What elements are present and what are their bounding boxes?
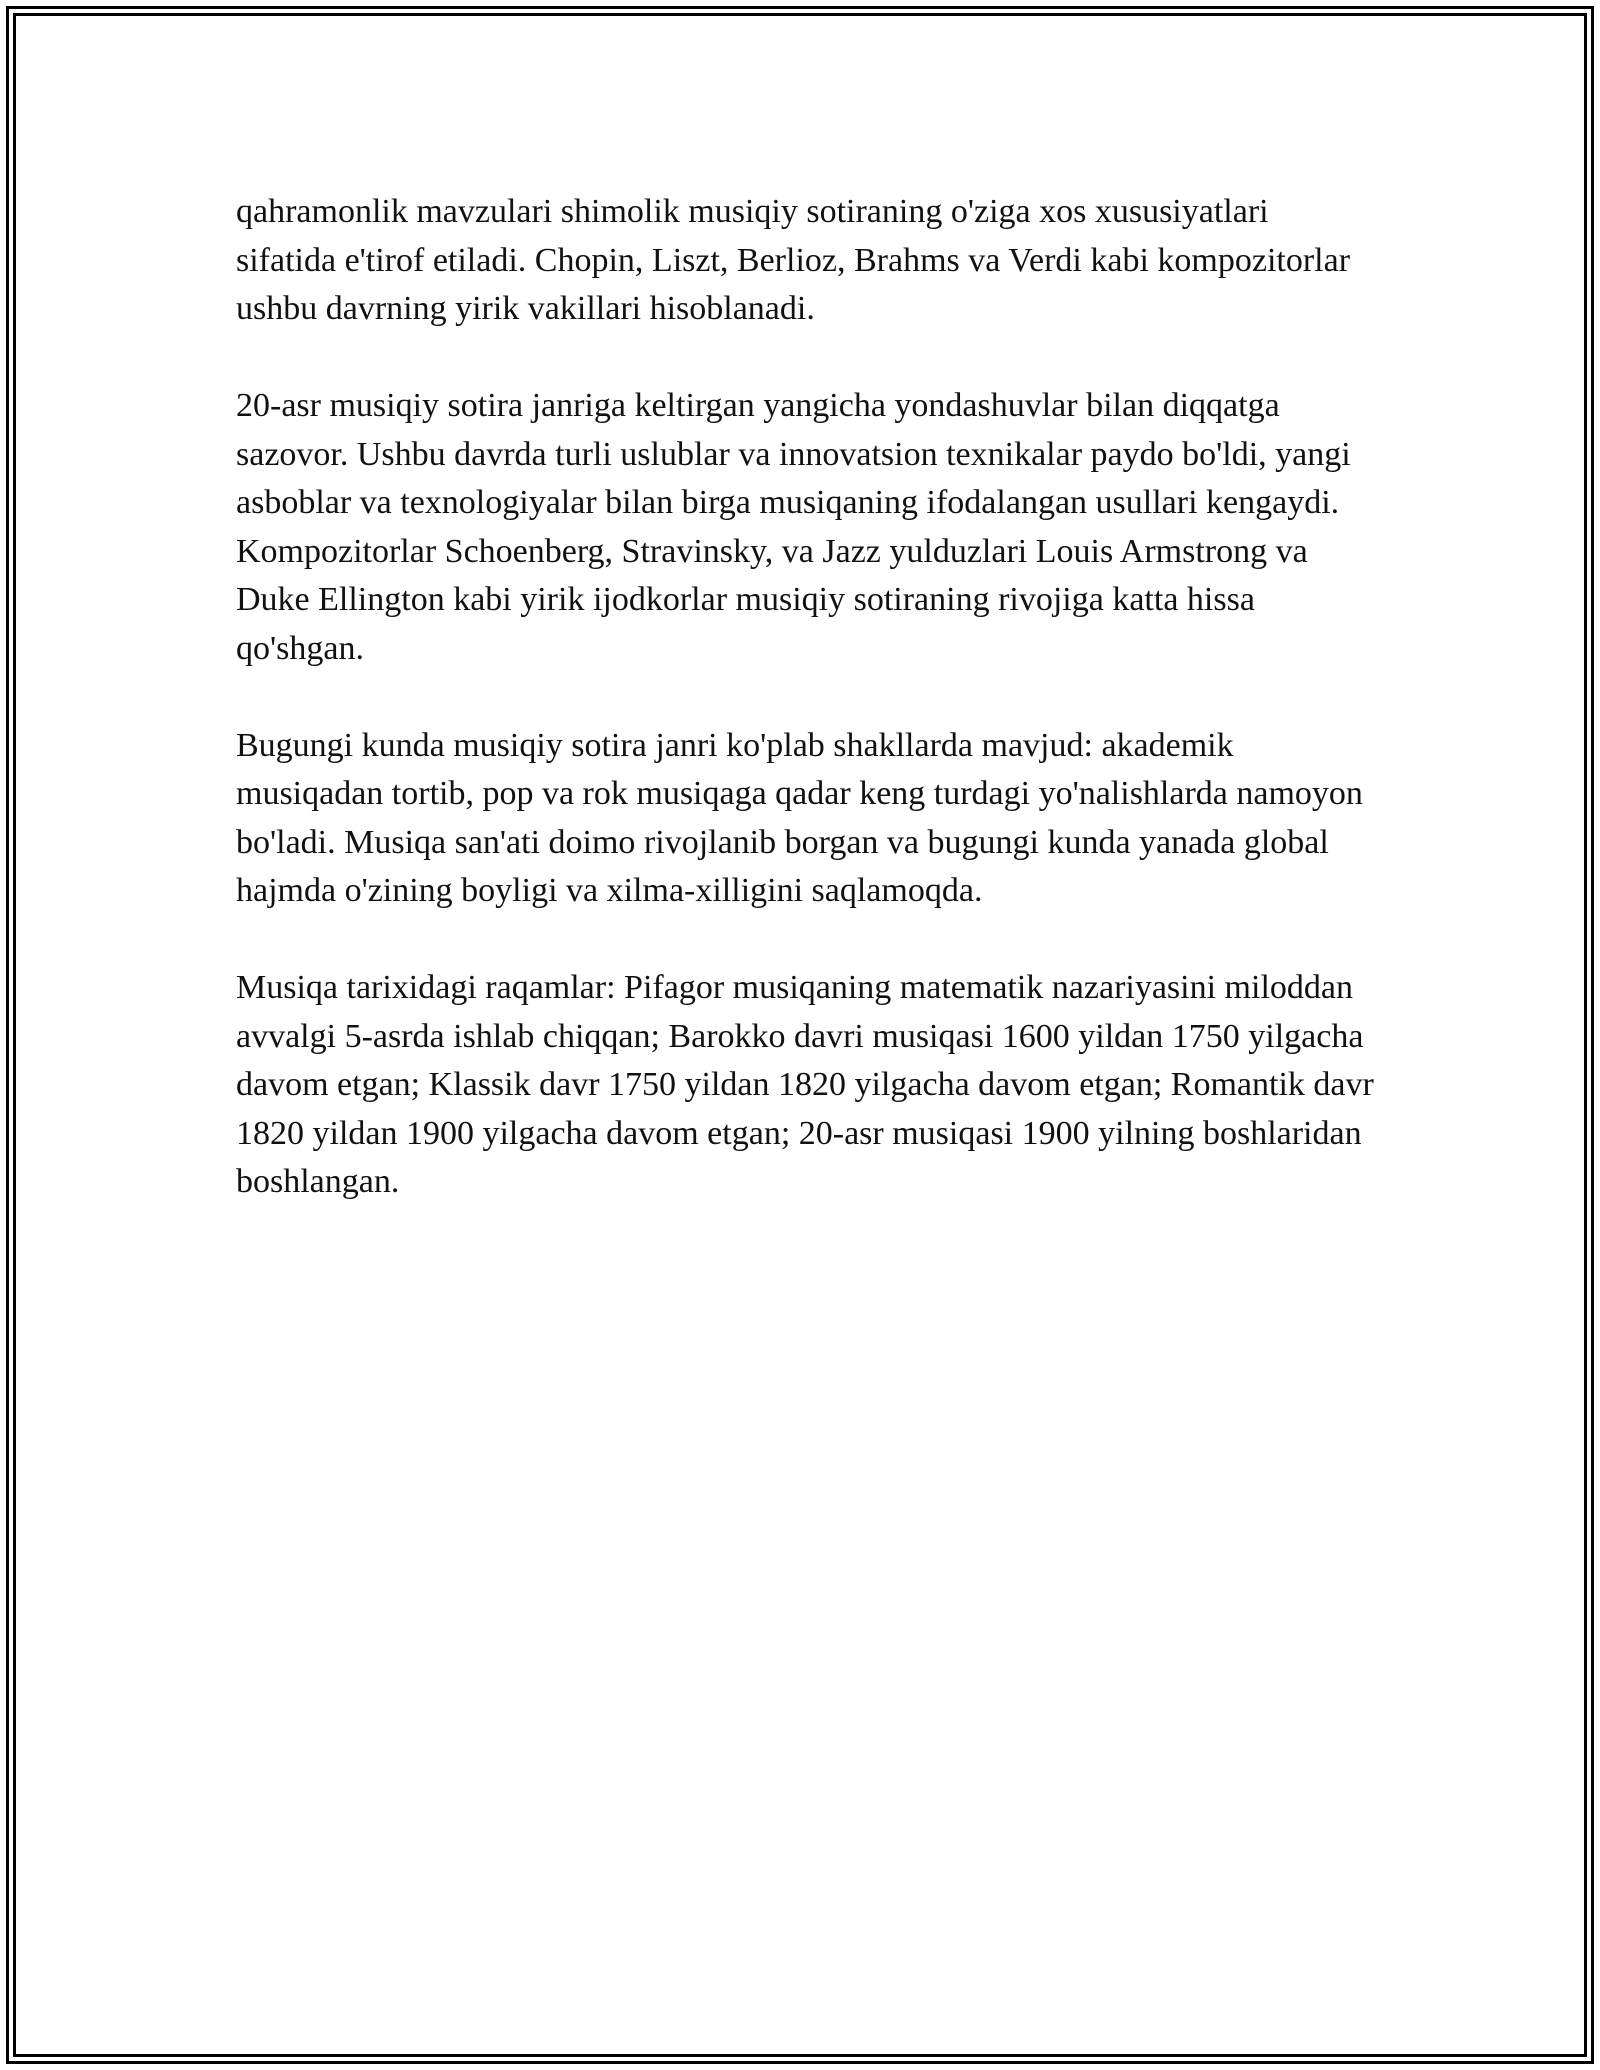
paragraph-20th-century: 20-asr musiqiy sotira janriga keltirgan yangicha yondashuvlar bilan diqqatga sazovor. Ushbu davrda turli uslublar va innovatsion texnikalar paydo bo'ldi, yangi asboblar va texnologiyalar bilan birga musiqaning ifodalangan usullari kengaydi. Kompozitorlar Schoenberg, Stravinsky, va Jazz yulduzlari Louis Armstrong va Duke Ellington kabi yirik ijodkorlar musiqiy sotiraning rivojiga katta hissa qo'shgan.	[236, 387, 1351, 667]
paragraph-music-history-numbers: Musiqa tarixidagi raqamlar: Pifagor musiqaning matematik nazariyasini miloddan avvalgi 5-asrda ishlab chiqqan; Barokko davri musiqasi 1600 yildan 1750 yilgacha davom etgan; Klassik davr 1750 yildan 1820 yilgacha davom etgan; Romantik davr 1820 yildan 1900 yilgacha davom etgan; 20-asr musiqasi 1900 yilning boshlaridan boshlangan.	[236, 969, 1374, 1200]
paragraph-today: Bugungi kunda musiqiy sotira janri ko'plab shakllarda mavjud: akademik musiqadan tortib, pop va rok musiqaga qadar keng turdagi yo'nalishlarda namoyon bo'ladi. Musiqa san'ati doimo rivojlanib borgan va bugungi kunda yanada global hajmda o'zining boyligi va xilma-xilligini saqlamoqda.	[236, 726, 1363, 909]
document-body	[236, 188, 1376, 1255]
paragraph-romantic-era: qahramonlik mavzulari shimolik musiqiy sotiraning o'ziga xos xususiyatlari sifatida e'tirof etiladi. Chopin, Liszt, Berlioz, Brahms va Verdi kabi kompozitorlar ushbu davrning yirik vakillari hisoblanadi.	[236, 193, 1351, 327]
